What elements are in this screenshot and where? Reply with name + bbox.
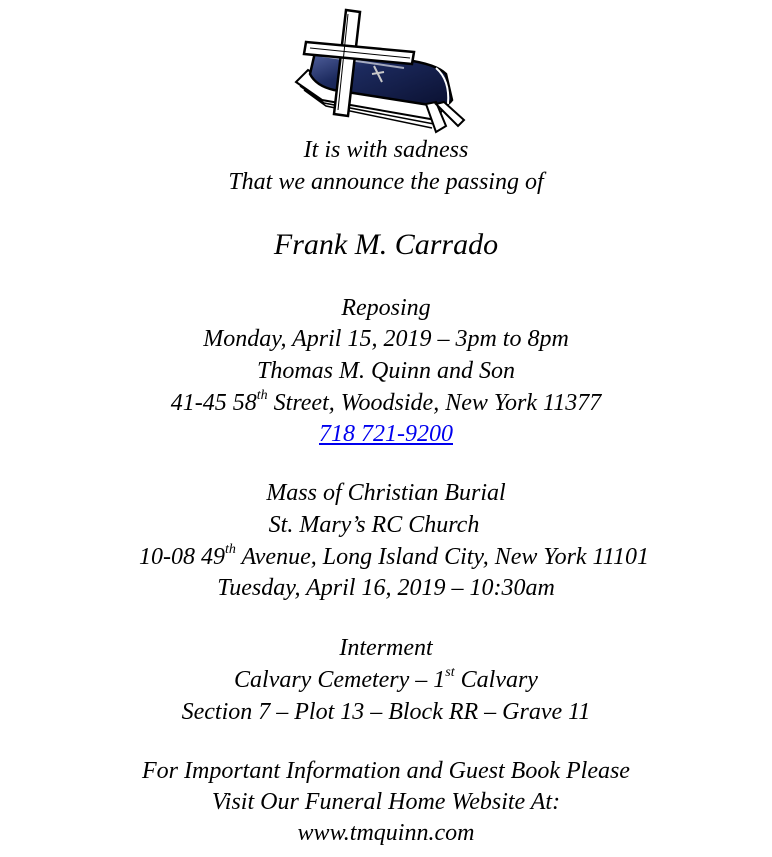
mass-heading: Mass of Christian Burial: [266, 480, 506, 506]
church-name: St. Mary’s RC Church: [268, 512, 480, 538]
intro-line-2: That we announce the passing of: [228, 169, 544, 195]
mass-date-time: Tuesday, April 16, 2019 – 10:30am: [217, 575, 555, 601]
funeral-home-address: 41-45 58th Street, Woodside, New York 11377: [170, 388, 602, 416]
phone-link[interactable]: 718 721-9200: [319, 421, 453, 447]
phone-line: [0, 419, 772, 449]
cemetery-name: Calvary Cemetery – 1st Calvary: [234, 665, 538, 693]
interment-heading: Interment: [339, 635, 433, 661]
grave-location: Section 7 – Plot 13 – Block RR – Grave 11: [181, 699, 591, 725]
reposing-heading: Reposing: [341, 295, 431, 321]
funeral-home-name: Thomas M. Quinn and Son: [256, 358, 515, 384]
footer-line-2: Visit Our Funeral Home Website At:: [211, 789, 561, 815]
intro-line-1: It is with sadness: [303, 137, 469, 163]
deceased-name: Frank M. Carrado: [273, 228, 499, 261]
cross-and-bible-icon: [286, 8, 474, 136]
reposing-date-time: Monday, April 15, 2019 – 3pm to 8pm: [203, 326, 569, 352]
website-text: www.tmquinn.com: [297, 820, 475, 846]
church-address: 10-08 49th Avenue, Long Island City, New York 11101: [138, 542, 649, 570]
footer-line-1: For Important Information and Guest Book Please: [142, 758, 630, 784]
